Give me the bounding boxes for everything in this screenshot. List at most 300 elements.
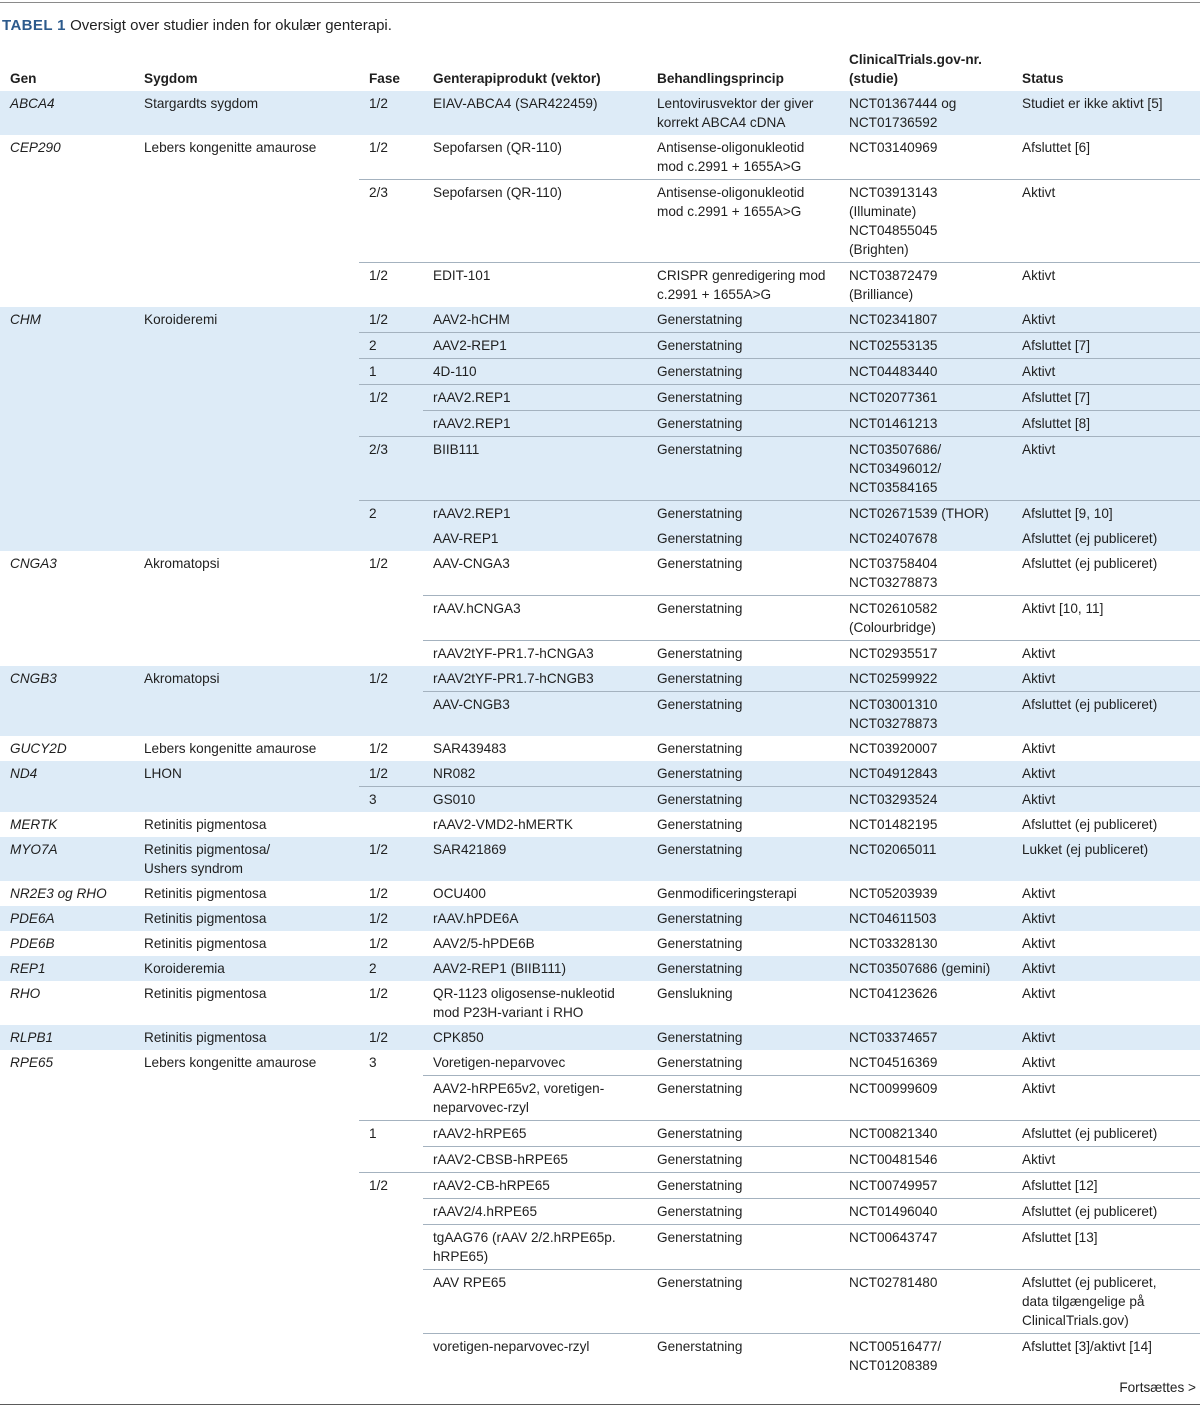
cell-line: MYO7A (10, 842, 58, 857)
cell-line: Generstatning (657, 1275, 743, 1290)
phase-cell (359, 931, 423, 956)
table-row (0, 981, 1200, 1025)
cell-line: 2/3 (369, 442, 388, 457)
phase-cell (359, 180, 423, 263)
cell-line: RPE65 (10, 1055, 54, 1070)
cell-line: Afsluttet [8] (1022, 416, 1091, 431)
trial-id-cell (839, 596, 1012, 641)
cell-line: 1/2 (369, 1178, 388, 1193)
table-row (0, 837, 1200, 881)
trial-id-cell (839, 333, 1012, 359)
cell-line: NCT02407678 (849, 531, 938, 546)
cell-line: NCT01208389 (849, 1358, 938, 1373)
cell-line: NCT05203939 (849, 886, 938, 901)
cell-line: NCT01367444 og (849, 96, 957, 111)
principle-cell (647, 526, 839, 551)
cell-line: NCT04611503 (849, 911, 937, 926)
cell-line: 1 (369, 1126, 377, 1141)
disease-cell (134, 1025, 359, 1050)
status-cell (1012, 180, 1200, 263)
cell-line: Generstatning (657, 1055, 743, 1070)
trial-id-cell (839, 787, 1012, 813)
product-cell (423, 787, 647, 813)
principle-cell (647, 263, 839, 308)
principle-cell (647, 666, 839, 692)
disease-cell (134, 307, 359, 551)
cell-line: Aktivt (1022, 1081, 1056, 1096)
phase-cell (359, 881, 423, 906)
product-cell (423, 1173, 647, 1199)
cell-line: Afsluttet (ej publiceret) (1022, 817, 1158, 832)
trial-id-cell (839, 1225, 1012, 1270)
header-sygdom (134, 50, 359, 91)
phase-cell (359, 1050, 423, 1121)
product-cell (423, 1334, 647, 1379)
status-cell (1012, 906, 1200, 931)
cell-line: ABCA4 (10, 96, 55, 111)
cell-line: NR2E3 og RHO (10, 886, 107, 901)
product-cell (423, 837, 647, 881)
principle-cell (647, 551, 839, 596)
table-row (0, 91, 1200, 135)
status-cell (1012, 692, 1200, 737)
cell-line: 1/2 (369, 390, 388, 405)
trial-id-cell (839, 359, 1012, 385)
cell-line: Genmodificeringsterapi (657, 886, 797, 901)
cell-line: Studiet er ikke aktivt [5] (1022, 96, 1163, 111)
bottom-rule (0, 1404, 1200, 1405)
cell-line: korrekt ABCA4 cDNA (657, 115, 786, 130)
trial-id-cell (839, 761, 1012, 787)
product-cell (423, 1270, 647, 1334)
status-cell (1012, 333, 1200, 359)
phase-cell (359, 333, 423, 359)
cell-line: Lebers kongenitte amaurose (144, 1055, 317, 1070)
product-cell (423, 551, 647, 596)
cell-line: Retinitis pigmentosa/ (144, 842, 271, 857)
cell-line: NCT03872479 (849, 268, 938, 283)
phase-cell (359, 956, 423, 981)
principle-cell (647, 411, 839, 437)
gene-cell (0, 666, 134, 736)
cell-line: 1/2 (369, 96, 388, 111)
cell-line: Ushers syndrom (144, 861, 243, 876)
status-cell (1012, 526, 1200, 551)
cell-line: NCT03758404 (849, 556, 938, 571)
cell-line: Afsluttet [7] (1022, 390, 1091, 405)
cell-line: mod c.2991 + 1655A>G (657, 159, 802, 174)
cell-line: (Illuminate) (849, 204, 917, 219)
table-row (0, 812, 1200, 837)
disease-cell (134, 666, 359, 736)
cell-line: Sepofarsen (QR-110) (433, 185, 562, 200)
cell-line: Antisense-oligonukleotid (657, 140, 805, 155)
cell-line: LHON (144, 766, 182, 781)
cell-line: Retinitis pigmentosa (144, 911, 267, 926)
product-cell (423, 1147, 647, 1173)
gene-cell (0, 837, 134, 881)
header-row (0, 50, 1200, 91)
phase-cell (359, 736, 423, 761)
phase-cell (359, 812, 423, 837)
phase-cell (359, 906, 423, 931)
cell-line: NCT04483440 (849, 364, 938, 379)
cell-line: Generstatning (657, 792, 743, 807)
cell-line: 1 (369, 364, 377, 379)
gene-cell (0, 551, 134, 666)
cell-line: Afsluttet [6] (1022, 140, 1091, 155)
table-row (0, 906, 1200, 931)
gene-cell (0, 981, 134, 1025)
cell-line: Afsluttet [7] (1022, 338, 1091, 353)
product-cell (423, 931, 647, 956)
table-row (0, 931, 1200, 956)
disease-cell (134, 956, 359, 981)
cell-line: (Brighten) (849, 242, 909, 257)
cell-line: 1/2 (369, 312, 388, 327)
cell-line: Afsluttet (ej publiceret) (1022, 1126, 1158, 1141)
cell-line: 3 (369, 792, 377, 807)
trial-id-cell (839, 881, 1012, 906)
gene-cell (0, 812, 134, 837)
cell-line: 2 (369, 961, 377, 976)
product-cell (423, 881, 647, 906)
cell-line: Generstatning (657, 1178, 743, 1193)
cell-line: Retinitis pigmentosa (144, 936, 267, 951)
principle-cell (647, 981, 839, 1025)
cell-line: RHO (10, 986, 41, 1001)
cell-line: Afsluttet (ej publiceret, (1022, 1275, 1157, 1290)
phase-cell (359, 981, 423, 1025)
cell-line: Aktivt [10, 11] (1022, 601, 1104, 616)
cell-line: Behandlingsprincip (657, 71, 784, 86)
trial-id-cell (839, 931, 1012, 956)
product-cell (423, 1199, 647, 1225)
cell-line: 1/2 (369, 140, 388, 155)
header-status (1012, 50, 1200, 91)
principle-cell (647, 692, 839, 737)
cell-line: NCT03001310 (849, 697, 938, 712)
principle-cell (647, 1025, 839, 1050)
disease-cell (134, 761, 359, 812)
cell-line: REP1 (10, 961, 46, 976)
cell-line: NCT00516477/ (849, 1339, 942, 1354)
cell-line: NCT02599922 (849, 671, 938, 686)
product-cell (423, 526, 647, 551)
cell-line: (Brilliance) (849, 287, 914, 302)
status-cell (1012, 307, 1200, 333)
cell-line: 1/2 (369, 1030, 388, 1045)
cell-line: NCT03140969 (849, 140, 938, 155)
header-produkt (423, 50, 647, 91)
cell-line: 3 (369, 1055, 377, 1070)
trial-id-cell (839, 263, 1012, 308)
cell-line: CPK850 (433, 1030, 484, 1045)
product-cell (423, 437, 647, 501)
status-cell (1012, 1334, 1200, 1379)
cell-line: hRPE65) (433, 1249, 489, 1264)
gene-therapy-table (0, 50, 1200, 1378)
phase-cell (359, 787, 423, 813)
gene-cell (0, 881, 134, 906)
cell-line: Koroideremi (144, 312, 218, 327)
caption-label: TABEL 1 (2, 17, 66, 34)
trial-id-cell (839, 411, 1012, 437)
cell-line: CNGA3 (10, 556, 57, 571)
cell-line: Aktivt (1022, 886, 1056, 901)
status-cell (1012, 551, 1200, 596)
header-nct (839, 50, 1012, 91)
cell-line: CNGB3 (10, 671, 57, 686)
principle-cell (647, 596, 839, 641)
cell-line: Generstatning (657, 842, 743, 857)
trial-id-cell (839, 1270, 1012, 1334)
cell-line: mod c.2991 + 1655A>G (657, 204, 802, 219)
principle-cell (647, 1050, 839, 1076)
cell-line: Aktivt (1022, 961, 1056, 976)
principle-cell (647, 1334, 839, 1379)
table-row (0, 956, 1200, 981)
table-row (0, 881, 1200, 906)
disease-cell (134, 812, 359, 837)
caption-text: Oversigt over studier inden for okulær genterapi. (70, 17, 392, 34)
cell-line: Generstatning (657, 817, 743, 832)
cell-line: Afsluttet [3]/aktivt [14] (1022, 1339, 1152, 1354)
cell-line: OCU400 (433, 886, 486, 901)
table-row (0, 307, 1200, 333)
cell-line: Aktivt (1022, 185, 1056, 200)
status-cell (1012, 761, 1200, 787)
cell-line: NCT03507686 (gemini) (849, 961, 991, 976)
product-cell (423, 596, 647, 641)
cell-line: rAAV2.REP1 (433, 506, 511, 521)
principle-cell (647, 1076, 839, 1121)
status-cell (1012, 1270, 1200, 1334)
cell-line: Afsluttet (ej publiceret) (1022, 1204, 1158, 1219)
status-cell (1012, 385, 1200, 411)
cell-line: NCT04123626 (849, 986, 938, 1001)
principle-cell (647, 837, 839, 881)
cell-line: 4D-110 (433, 364, 477, 379)
disease-cell (134, 931, 359, 956)
phase-cell (359, 666, 423, 736)
cell-line: SAR439483 (433, 741, 507, 756)
cell-line: Genslukning (657, 986, 733, 1001)
trial-id-cell (839, 307, 1012, 333)
cell-line: rAAV.hPDE6A (433, 911, 519, 926)
cell-line: Afsluttet [9, 10] (1022, 506, 1113, 521)
cell-line: BIIB111 (433, 442, 480, 457)
status-cell (1012, 787, 1200, 813)
cell-line: 1/2 (369, 986, 388, 1001)
trial-id-cell (839, 91, 1012, 135)
trial-id-cell (839, 736, 1012, 761)
cell-line: Antisense-oligonukleotid (657, 185, 805, 200)
gene-cell (0, 931, 134, 956)
principle-cell (647, 956, 839, 981)
cell-line: AAV-CNGB3 (433, 697, 510, 712)
trial-id-cell (839, 1121, 1012, 1147)
cell-line: Genterapiprodukt (vektor) (433, 71, 601, 86)
cell-line: Generstatning (657, 312, 743, 327)
cell-line: Generstatning (657, 741, 743, 756)
cell-line: PDE6A (10, 911, 55, 926)
cell-line: Aktivt (1022, 936, 1056, 951)
status-cell (1012, 1050, 1200, 1076)
status-cell (1012, 91, 1200, 135)
trial-id-cell (839, 692, 1012, 737)
disease-cell (134, 906, 359, 931)
cell-line: AAV2-REP1 (433, 338, 507, 353)
cell-line: Generstatning (657, 1081, 743, 1096)
status-cell (1012, 359, 1200, 385)
phase-cell (359, 307, 423, 333)
cell-line: Generstatning (657, 556, 743, 571)
principle-cell (647, 385, 839, 411)
status-cell (1012, 1173, 1200, 1199)
cell-line: 1/2 (369, 741, 388, 756)
cell-line: 2 (369, 506, 377, 521)
cell-line: NCT03496012/ (849, 461, 942, 476)
trial-id-cell (839, 956, 1012, 981)
cell-line: Retinitis pigmentosa (144, 1030, 267, 1045)
product-cell (423, 641, 647, 667)
trial-id-cell (839, 501, 1012, 527)
table-row (0, 135, 1200, 180)
principle-cell (647, 135, 839, 180)
cell-line: Lebers kongenitte amaurose (144, 140, 317, 155)
cell-line: rAAV2-hRPE65 (433, 1126, 527, 1141)
status-cell (1012, 1225, 1200, 1270)
status-cell (1012, 981, 1200, 1025)
cell-line: NCT04912843 (849, 766, 938, 781)
cell-line: NCT01482195 (849, 817, 938, 832)
cell-line: NCT01736592 (849, 115, 938, 130)
principle-cell (647, 1121, 839, 1147)
phase-cell (359, 359, 423, 385)
cell-line: Generstatning (657, 364, 743, 379)
status-cell (1012, 501, 1200, 527)
cell-line: Generstatning (657, 1204, 743, 1219)
trial-id-cell (839, 1199, 1012, 1225)
phase-cell (359, 135, 423, 180)
cell-line: NCT00821340 (849, 1126, 938, 1141)
cell-line: NCT02065011 (849, 842, 937, 857)
cell-line: Generstatning (657, 1339, 743, 1354)
disease-cell (134, 91, 359, 135)
principle-cell (647, 1147, 839, 1173)
cell-line: EIAV-ABCA4 (SAR422459) (433, 96, 598, 111)
cell-line: Afsluttet [12] (1022, 1178, 1098, 1193)
gene-cell (0, 91, 134, 135)
cell-line: Akromatopsi (144, 671, 220, 686)
status-cell (1012, 666, 1200, 692)
cell-line: CHM (10, 312, 41, 327)
cell-line: Generstatning (657, 911, 743, 926)
cell-line: Retinitis pigmentosa (144, 986, 267, 1001)
trial-id-cell (839, 1076, 1012, 1121)
phase-cell (359, 437, 423, 501)
principle-cell (647, 787, 839, 813)
cell-line: Generstatning (657, 766, 743, 781)
cell-line: GS010 (433, 792, 476, 807)
gene-cell (0, 1025, 134, 1050)
cell-line: Generstatning (657, 1126, 743, 1141)
gene-cell (0, 956, 134, 981)
status-cell (1012, 736, 1200, 761)
principle-cell (647, 881, 839, 906)
cell-line: 1/2 (369, 911, 388, 926)
status-cell (1012, 1199, 1200, 1225)
principle-cell (647, 1270, 839, 1334)
cell-line: Lukket (ej publiceret) (1022, 842, 1149, 857)
cell-line: tgAAG76 (rAAV 2/2.hRPE65p. (433, 1230, 616, 1245)
product-cell (423, 359, 647, 385)
cell-line: Generstatning (657, 531, 743, 546)
cell-line: Generstatning (657, 936, 743, 951)
cell-line: 1/2 (369, 842, 388, 857)
cell-line: NCT03374657 (849, 1030, 938, 1045)
cell-line: rAAV2-CBSB-hRPE65 (433, 1152, 568, 1167)
cell-line: rAAV.hCNGA3 (433, 601, 521, 616)
cell-line: 1/2 (369, 766, 388, 781)
cell-line: CEP290 (10, 140, 61, 155)
cell-line: RLPB1 (10, 1030, 54, 1045)
cell-line: Generstatning (657, 646, 743, 661)
cell-line: neparvovec-rzyl (433, 1100, 529, 1115)
table-row (0, 666, 1200, 692)
cell-line: Generstatning (657, 390, 743, 405)
disease-cell (134, 135, 359, 307)
product-cell (423, 906, 647, 931)
header-princip (647, 50, 839, 91)
cell-line: rAAV2.REP1 (433, 390, 511, 405)
cell-line: NCT00643747 (849, 1230, 938, 1245)
status-cell (1012, 1025, 1200, 1050)
cell-line: mod P23H-variant i RHO (433, 1005, 584, 1020)
cell-line: Generstatning (657, 1030, 743, 1045)
trial-id-cell (839, 666, 1012, 692)
principle-cell (647, 641, 839, 667)
cell-line: Aktivt (1022, 442, 1056, 457)
cell-line: Aktivt (1022, 671, 1056, 686)
cell-line: Akromatopsi (144, 556, 220, 571)
product-cell (423, 1076, 647, 1121)
cell-line: 1/2 (369, 671, 388, 686)
cell-line: Retinitis pigmentosa (144, 886, 267, 901)
product-cell (423, 307, 647, 333)
phase-cell (359, 501, 423, 552)
cell-line: Voretigen-neparvovec (433, 1055, 566, 1070)
table-row (0, 1025, 1200, 1050)
cell-line: Afsluttet (ej publiceret) (1022, 556, 1158, 571)
phase-cell (359, 263, 423, 308)
cell-line: Aktivt (1022, 1152, 1056, 1167)
trial-id-cell (839, 551, 1012, 596)
cell-line: Generstatning (657, 1152, 743, 1167)
cell-line: EDIT-101 (433, 268, 491, 283)
principle-cell (647, 307, 839, 333)
product-cell (423, 761, 647, 787)
cell-line: c.2991 + 1655A>G (657, 287, 772, 302)
gene-cell (0, 761, 134, 812)
cell-line: Lebers kongenitte amaurose (144, 741, 317, 756)
disease-cell (134, 837, 359, 881)
cell-line: MERTK (10, 817, 58, 832)
cell-line: Generstatning (657, 338, 743, 353)
principle-cell (647, 812, 839, 837)
cell-line: Sygdom (144, 71, 198, 86)
